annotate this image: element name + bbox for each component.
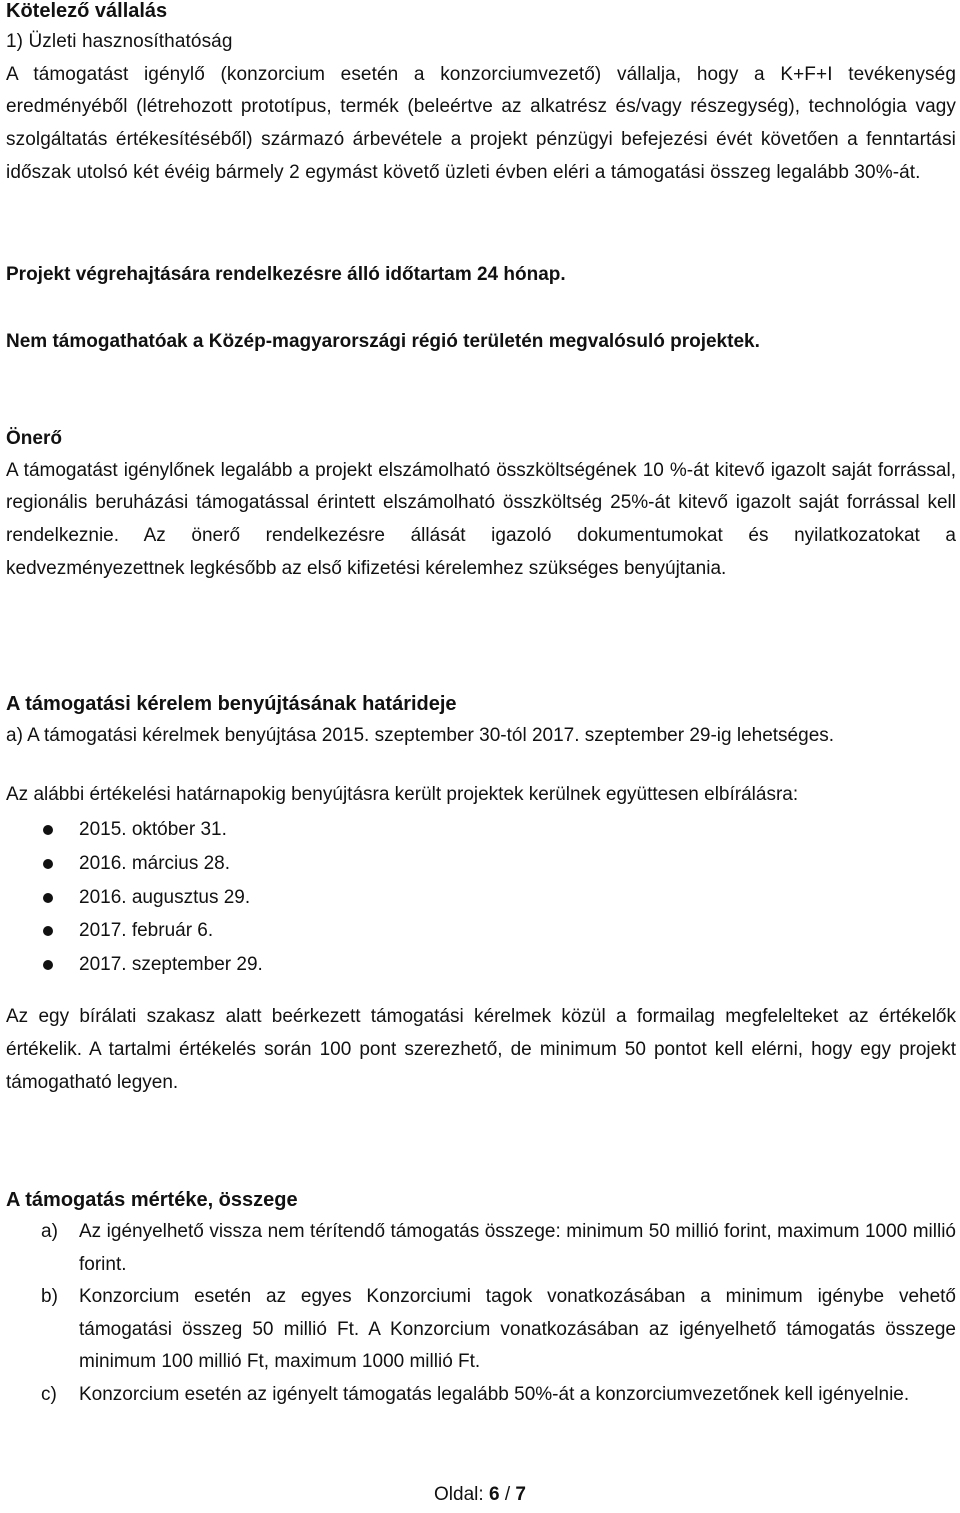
section-title: A támogatás mértéke, összege [6,1189,298,1211]
page-current: 6 [488,1484,500,1505]
list-item: 2016. augusztus 29. [6,881,956,915]
section-title: Önerő [6,428,62,449]
list-item: c) Konzorcium esetén az igényelt támogatás legalább 50%-át a konzorciumvezetőnek kell igényelnie. [41,1383,910,1405]
page-label: Oldal: [434,1484,484,1505]
evaluation-intro: Az alábbi értékelési határnapokig benyújtásra került projektek kerülnek együttesen elbírálásra: [6,783,799,805]
deadline-line-a: a) A támogatási kérelmek benyújtása 2015. szeptember 30-tól 2017. szeptember 29-ig lehetséges. [6,725,835,746]
bullet-icon [43,825,53,835]
bold-statement-duration: Projekt végrehajtására rendelkezésre álló időtartam 24 hónap. [6,264,566,285]
list-item: a) Az igényelhető vissza nem térítendő támogatás összege: minimum 50 millió forint, maximum 1000 millió forint. [41,1221,956,1275]
bullet-icon [43,926,53,936]
list-item: 2017. február 6. [6,914,956,948]
list-item: 2015. október 31. [6,813,956,847]
list-item: 2016. március 28. [6,847,956,881]
list-item: b) Konzorcium esetén az egyes Konzorciumi tagok vonatkozásában a minimum igénybe vehető támogatási összeg 50 millió Ft. A Konzorcium vonatkozásában az igényelhető támogatás összege minimum 100 millió Ft, maximum 1000 millió Ft. [41,1286,956,1372]
paragraph-evaluation: Az egy bírálati szakasz alatt beérkezett támogatási kérelmek közül a formailag megfelelteket az értékelők értékelik. A tartalmi értékelés során 100 pont szerezhető, de minimum 50 pontot kell elérni, hogy egy projekt támogatható legyen. [6,1006,956,1093]
list-item: 2017. szeptember 29. [6,948,956,982]
amount-list [6,1216,956,1411]
page-separator: / [504,1484,511,1505]
bullet-icon [43,859,53,869]
subsection-title: 1) Üzleti hasznosíthatóság [6,31,233,52]
page-footer [0,1484,960,1506]
bullet-icon [43,893,53,903]
paragraph-uzleti-hasznosithatosag: A támogatást igénylő (konzorcium esetén a konzorciumvezető) vállalja, hogy a K+F+I tevékenység eredményéből (létrehozott prototípus, termék (beleértve az alkatrész és/vagy részegység), technológia vagy szolgáltatás értékesítéséből) származó árbevétele a projekt pénzügyi befejezési évét követően a fenntartási időszak utolsó két évéig bármely 2 egymást követő üzleti évben eléri a támogatási összeg legalább 30%-át. [6,63,956,183]
section-tamogatas-merteke [6,1184,956,1411]
section-title: Kötelező vállalás [6,0,168,22]
page-total: 7 [515,1484,526,1505]
section-kotelezo-vallalas [6,0,956,190]
section-hatarido [6,688,956,1099]
section-title: A támogatási kérelem benyújtásának határideje [6,693,457,715]
bullet-icon [43,960,53,970]
evaluation-dates-list [6,813,956,981]
paragraph-oneró: A támogatást igénylőnek legalább a projekt elszámolható összköltségének 10 %-át kitevő igazolt saját forrással, regionális beruházási támogatással érintett elszámolható összköltség 25%-át kitevő igazolt saját forrással kell rendelkeznie. Az önerő rendelkezésre állását igazoló dokumentumokat és nyilatkozatokat a kedvezményezettnek legkésőbb az első kifizetési kérelemhez szükséges benyújtania. [6,459,956,579]
section-oneró [6,423,956,586]
bold-statement-region: Nem támogathatóak a Közép-magyarországi régió területén megvalósuló projektek. [6,331,760,352]
